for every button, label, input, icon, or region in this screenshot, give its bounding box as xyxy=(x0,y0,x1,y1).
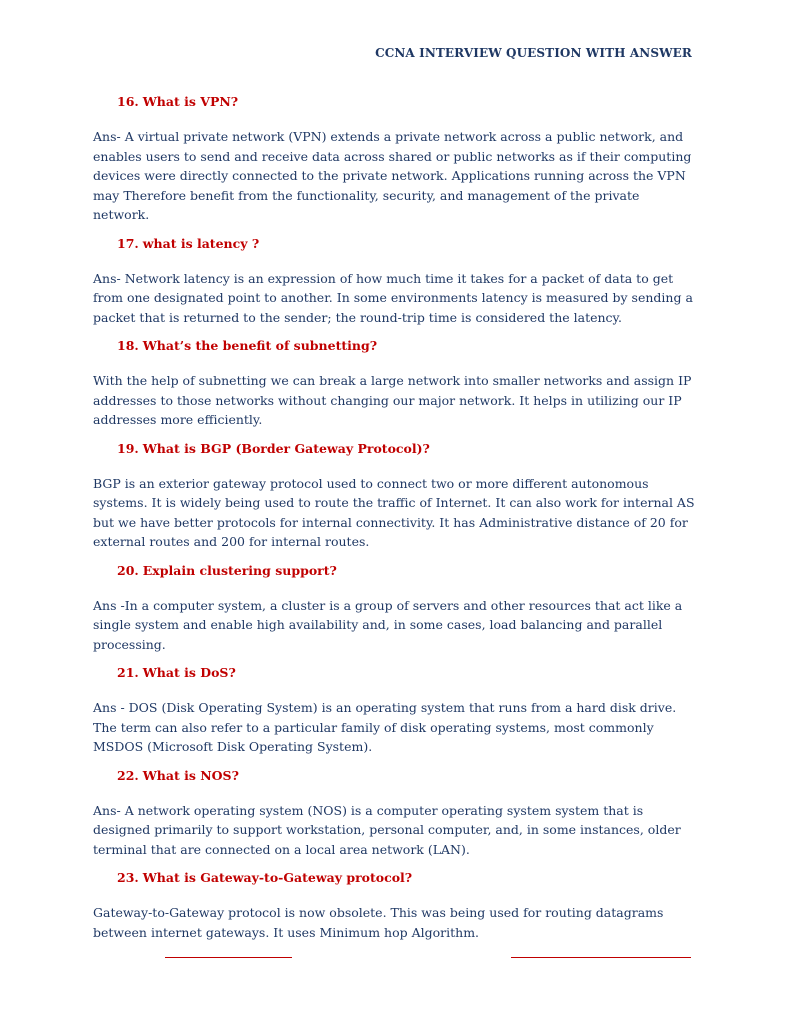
footer-divider-left xyxy=(165,957,292,958)
question-heading xyxy=(93,93,698,111)
question-number: 16. xyxy=(117,94,139,109)
question-number: 20. xyxy=(117,562,139,578)
question-text: What’s the benefit of subnetting? xyxy=(142,338,378,353)
qa-item xyxy=(93,337,698,430)
qa-item xyxy=(93,664,698,757)
answer-paragraph: Ans - DOS (Disk Operating System) is an operating system that runs from a hard disk drive. The term can also refer to a particular family of disk operating systems, most commonly MSDOS (Microsoft Disk Operating System). xyxy=(93,700,677,754)
question-text: What is NOS? xyxy=(142,767,239,783)
qa-list xyxy=(93,93,698,952)
question-heading xyxy=(93,664,698,682)
question-text: What is BGP (Border Gateway Protocol)? xyxy=(142,440,430,456)
question-text: What is VPN? xyxy=(142,94,239,109)
question-heading xyxy=(93,440,698,458)
question-heading xyxy=(93,767,698,785)
answer-paragraph: With the help of subnetting we can break a large network into smaller networks and assign IP addresses to those networks without changing our major network. It helps in utilizing our IP addresses more efficiently. xyxy=(93,373,692,427)
answer-paragraph: Ans -In a computer system, a cluster is a group of servers and other resources that act like a single system and enable high availability and, in some cases, load balancing and parallel processing. xyxy=(93,597,683,652)
qa-item xyxy=(93,235,698,328)
question-number: 18. xyxy=(117,338,139,353)
footer-divider-right xyxy=(511,957,691,958)
question-text: Explain clustering support? xyxy=(142,562,337,578)
question-heading xyxy=(93,235,698,253)
qa-item xyxy=(93,869,698,942)
question-text: what is latency ? xyxy=(142,235,260,251)
qa-item xyxy=(93,767,698,860)
question-heading xyxy=(93,562,698,580)
question-heading xyxy=(93,337,698,355)
qa-item xyxy=(93,562,698,655)
question-text: What is DoS? xyxy=(142,665,236,680)
question-number: 19. xyxy=(117,440,139,456)
question-number: 23. xyxy=(117,870,139,885)
qa-item xyxy=(93,440,698,552)
question-heading xyxy=(93,869,698,887)
answer-paragraph: BGP is an exterior gateway protocol used to connect two or more different autonomous systems. It is widely being used to route the traffic of Internet. It can also work for internal AS but we have better protocols for internal connectivity. It has Administrative distance of 20 for external routes and 200 for internal routes. xyxy=(93,475,695,549)
answer-paragraph: Ans- Network latency is an expression of how much time it takes for a packet of data to get from one designated point to another. In some environments latency is measured by sending a packet that is returned to the sender; the round-trip time is considered the latency. xyxy=(93,270,693,325)
question-number: 21. xyxy=(117,665,139,680)
question-text: What is Gateway-to-Gateway protocol? xyxy=(142,870,413,885)
question-number: 17. xyxy=(117,235,139,251)
answer-paragraph: Ans- A network operating system (NOS) is a computer operating system system that is designed primarily to support workstation, personal computer, and, in some instances, older terminal that are connected on a local area network (LAN). xyxy=(93,802,681,857)
answer-paragraph: Ans- A virtual private network (VPN) extends a private network across a public network, and enables users to send and receive data across shared or public networks as if their computing devices were directly connected to the private network. Applications running across the VPN may Therefore benefit from the functionality, security, and management of the private network. xyxy=(93,129,692,222)
answer-paragraph: Gateway-to-Gateway protocol is now obsolete. This was being used for routing datagrams between internet gateways. It uses Minimum hop Algorithm. xyxy=(93,905,664,940)
qa-item xyxy=(93,93,698,225)
page-header: CCNA INTERVIEW QUESTION WITH ANSWER xyxy=(375,46,692,60)
question-number: 22. xyxy=(117,767,139,783)
